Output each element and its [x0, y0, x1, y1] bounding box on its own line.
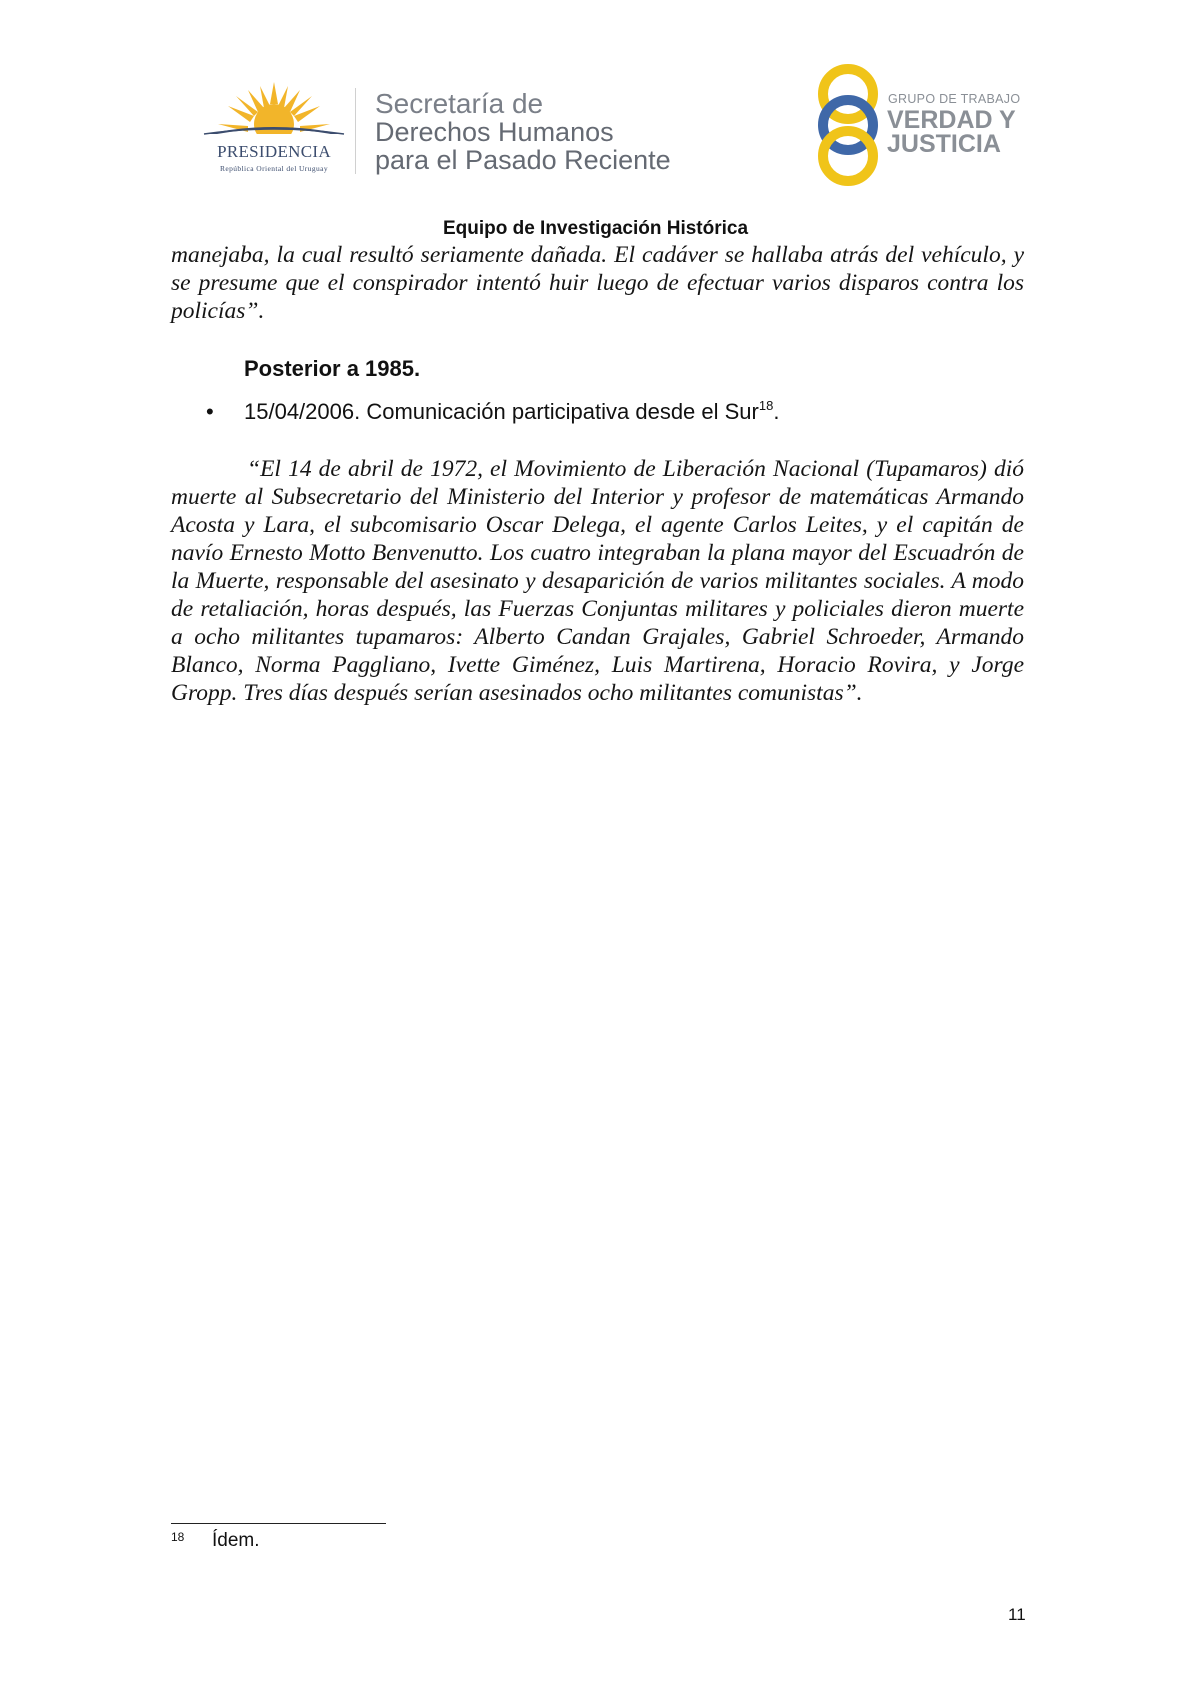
footnote-text: Ídem.	[212, 1530, 260, 1551]
presidencia-name: PRESIDENCIA	[217, 142, 331, 161]
gtvj-logo	[812, 62, 1022, 188]
footnote-separator	[171, 1523, 386, 1524]
gtvj-line-2: VERDAD Y	[887, 106, 1016, 134]
gtvj-line-1: GRUPO DE TRABAJO	[888, 92, 1021, 106]
footnote-reference[interactable]: 18	[758, 398, 774, 413]
presidencia-subtitle: República Oriental del Uruguay	[219, 164, 328, 173]
logo-divider	[355, 88, 356, 174]
presidencia-logo	[198, 80, 350, 176]
gtvj-line-3: JUSTICIA	[887, 130, 1001, 158]
secretaria-logo-text	[375, 90, 671, 174]
team-title: Equipo de Investigación Histórica	[442, 218, 749, 239]
secretaria-line-3: para el Pasado Reciente	[375, 145, 671, 175]
page-number: 11	[1008, 1605, 1026, 1624]
bullet-item	[206, 399, 779, 425]
bullet-symbol: •	[206, 399, 214, 424]
bullet-end: .	[773, 399, 780, 424]
secretaria-line-2: Derechos Humanos	[375, 117, 614, 147]
section-heading: Posterior a 1985.	[244, 356, 421, 381]
quote-main	[171, 455, 1024, 707]
quote-continuation: manejaba, la cual resultó seriamente dañada. El cadáver se hallaba atrás del vehículo, y se presume que el conspirador intentó huir luego de efectuar varios disparos contra los policías”.	[171, 242, 1024, 324]
secretaria-line-1: Secretaría de	[375, 88, 544, 119]
footnote-number: 18	[171, 1530, 185, 1544]
quote-main-text: “El 14 de abril de 1972, el Movimiento de Liberación Nacional (Tupamaros) dió muerte al Subsecretario del Ministerio del Interior y profesor de matemáticas Armando Acosta y Lara, el subcomisario Oscar Delega, el agente Carlos Leites, y el capitán de navío Ernesto Motto Benvenutto. Los cuatro integraban la plana mayor del Escuadrón de la Muerte, responsable del asesinato y desaparición de varios militantes sociales. A modo de retaliación, horas después, las Fuerzas Conjuntas militares y policiales dieron muerte a ocho militantes tupamaros: Alberto Candan Grajales, Gabriel Schroeder, Armando Blanco, Norma Paggliano, Ivette Giménez, Luis Martirena, Horacio Rovira, y Jorge Gropp. Tres días después serían asesinados ocho militantes comunistas”.	[171, 456, 1024, 706]
sun-emblem-icon	[198, 80, 350, 142]
linked-rings-icon	[812, 62, 884, 188]
bullet-text: 15/04/2006. Comunicación participativa desde el Sur	[244, 399, 759, 424]
